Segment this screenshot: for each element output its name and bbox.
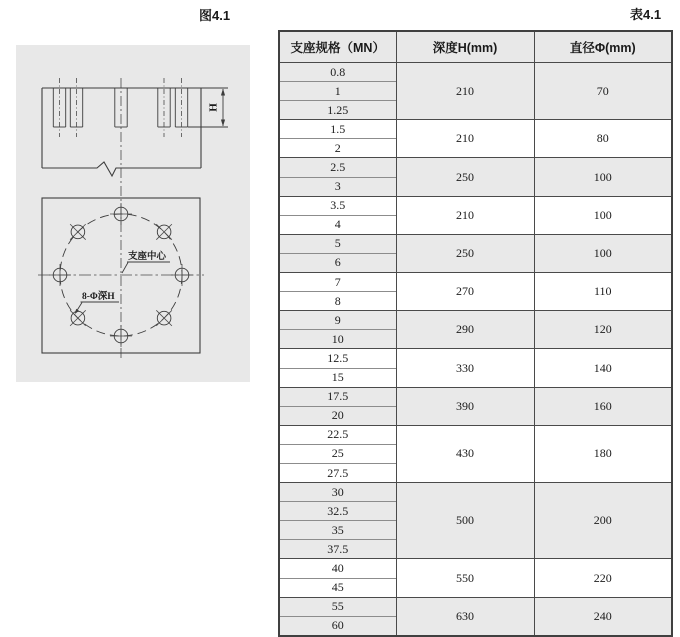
bolt-hole-northeast [156, 224, 172, 240]
diameter-cell: 120 [534, 311, 672, 349]
spec-cell: 6 [279, 253, 396, 272]
spec-table [278, 30, 673, 637]
spec-cell: 8 [279, 292, 396, 311]
anchor-slots [53, 78, 187, 137]
diameter-cell: 180 [534, 425, 672, 482]
table-title: 表4.1 [630, 7, 662, 22]
depth-cell: 210 [396, 63, 534, 120]
spec-cell: 35 [279, 521, 396, 540]
depth-cell: 210 [396, 196, 534, 234]
depth-dimension [188, 89, 228, 127]
diameter-cell: 100 [534, 158, 672, 196]
spec-cell: 9 [279, 311, 396, 330]
depth-cell: 390 [396, 387, 534, 425]
diameter-cell: 80 [534, 120, 672, 158]
diameter-cell: 110 [534, 273, 672, 311]
col-header-spec: 支座规格（MN） [279, 31, 396, 63]
spec-cell: 37.5 [279, 540, 396, 559]
spec-cell: 25 [279, 444, 396, 463]
holes-callout [75, 290, 119, 314]
table-row [279, 63, 672, 82]
spec-cell: 5 [279, 234, 396, 253]
bolt-hole-south [110, 325, 132, 347]
table-row [279, 273, 672, 292]
spec-cell: 40 [279, 559, 396, 578]
table-row [279, 597, 672, 616]
diameter-cell: 160 [534, 387, 672, 425]
spec-cell: 1 [279, 82, 396, 101]
table-row [279, 349, 672, 368]
table-row [279, 158, 672, 177]
spec-cell: 0.8 [279, 63, 396, 82]
table-row [279, 311, 672, 330]
diameter-cell: 100 [534, 234, 672, 272]
diameter-cell: 220 [534, 559, 672, 597]
bolt-hole-northwest [70, 224, 86, 240]
spec-cell: 22.5 [279, 425, 396, 444]
col-header-depth: 深度H(mm) [396, 31, 534, 63]
spec-cell: 15 [279, 368, 396, 387]
holes-label: 8-Φ深H [82, 292, 115, 302]
col-header-diameter: 直径Φ(mm) [534, 31, 672, 63]
table-row [279, 425, 672, 444]
bolt-hole-southeast [156, 310, 172, 326]
depth-cell: 210 [396, 120, 534, 158]
support-center-leader [122, 263, 128, 274]
spec-cell: 27.5 [279, 463, 396, 482]
figure-title: 图4.1 [199, 8, 231, 23]
spec-cell: 2.5 [279, 158, 396, 177]
spec-cell: 60 [279, 616, 396, 636]
table-row [279, 387, 672, 406]
technical-drawing [16, 45, 250, 382]
spec-cell: 1.5 [279, 120, 396, 139]
dimension-arrow-down [221, 120, 225, 127]
diameter-cell: 240 [534, 597, 672, 636]
diameter-cell: 140 [534, 349, 672, 387]
table-row [279, 196, 672, 215]
depth-cell: 430 [396, 425, 534, 482]
diameter-cell: 70 [534, 63, 672, 120]
section-view [42, 78, 228, 176]
depth-cell: 250 [396, 158, 534, 196]
depth-cell: 550 [396, 559, 534, 597]
depth-cell: 270 [396, 273, 534, 311]
spec-cell: 12.5 [279, 349, 396, 368]
spec-cell: 3 [279, 177, 396, 196]
bolt-hole-north [110, 203, 132, 225]
block-bottom-edge-with-break [42, 162, 201, 176]
spec-cell: 10 [279, 330, 396, 349]
depth-cell: 630 [396, 597, 534, 636]
table-row [279, 483, 672, 502]
bolt-hole-southwest [70, 310, 86, 326]
figure-panel [16, 45, 250, 382]
table-row [279, 120, 672, 139]
support-center-label: 支座中心 [128, 252, 167, 262]
depth-cell: 500 [396, 483, 534, 559]
spec-cell: 1.25 [279, 101, 396, 120]
spec-cell: 4 [279, 215, 396, 234]
support-center-callout [122, 250, 170, 273]
spec-cell: 3.5 [279, 196, 396, 215]
spec-cell: 17.5 [279, 387, 396, 406]
spec-cell: 2 [279, 139, 396, 158]
depth-dimension-label: H [207, 103, 220, 112]
bolt-hole-west [49, 264, 71, 286]
depth-cell: 290 [396, 311, 534, 349]
spec-cell: 55 [279, 597, 396, 616]
spec-cell: 45 [279, 578, 396, 597]
spec-cell: 30 [279, 483, 396, 502]
plan-view [38, 198, 204, 353]
spec-cell: 32.5 [279, 502, 396, 521]
table-row [279, 234, 672, 253]
depth-cell: 330 [396, 349, 534, 387]
bolt-hole-east [171, 264, 193, 286]
diameter-cell: 200 [534, 483, 672, 559]
spec-table-body [279, 63, 672, 636]
dimension-arrow-up [221, 89, 225, 96]
depth-cell: 250 [396, 234, 534, 272]
spec-cell: 20 [279, 406, 396, 425]
diameter-cell: 100 [534, 196, 672, 234]
table-header-row [279, 31, 672, 63]
spec-cell: 7 [279, 273, 396, 292]
table-row [279, 559, 672, 578]
